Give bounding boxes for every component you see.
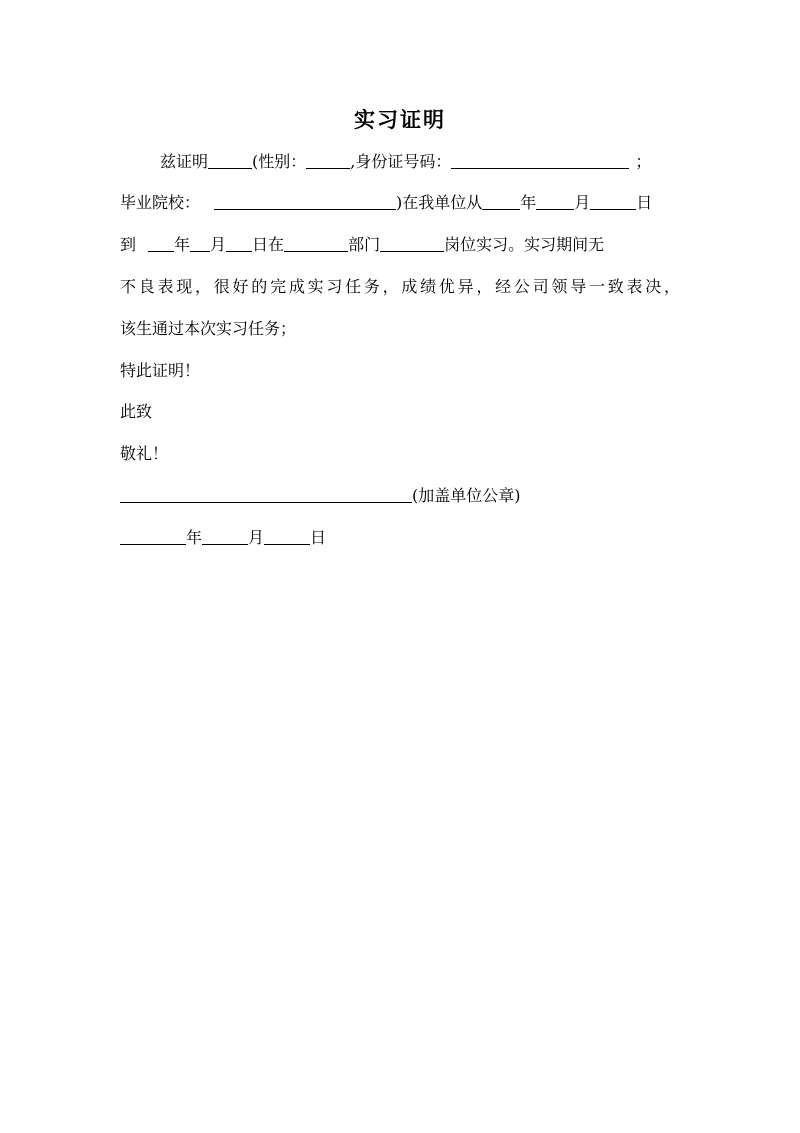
day-at-label: 日在	[252, 235, 285, 254]
from-label: )在我单位从	[396, 193, 483, 212]
certify-line: 特此证明！	[120, 361, 201, 380]
position-tail: 岗位实习。实习期间无	[444, 235, 605, 254]
start-year-label: 年	[520, 193, 537, 212]
date-day-blank[interactable]	[264, 528, 310, 545]
start-month-label: 月	[574, 193, 591, 212]
id-number-blank[interactable]	[451, 152, 629, 169]
school-line	[120, 192, 680, 214]
date-year-label: 年	[186, 528, 203, 547]
to-label: 到	[120, 235, 137, 254]
gender-blank[interactable]	[306, 152, 350, 169]
end-month-blank[interactable]	[190, 235, 210, 252]
department-label: 部门	[348, 235, 381, 254]
regards-line: 敬礼！	[120, 444, 169, 463]
seal-label: (加盖单位公章)	[412, 486, 521, 505]
line1-end: ；	[635, 152, 652, 171]
intro-prefix: 兹证明	[160, 152, 209, 171]
gender-label: (性别：	[252, 152, 307, 171]
seal-blank[interactable]	[120, 486, 412, 503]
date-line	[120, 527, 680, 549]
start-year-blank[interactable]	[482, 193, 520, 210]
start-month-blank[interactable]	[536, 193, 574, 210]
id-label: ,身份证号码：	[350, 152, 452, 171]
salutation-line: 此致	[120, 402, 153, 421]
document-title: 实习证明	[354, 107, 446, 132]
end-year-blank[interactable]	[148, 235, 174, 252]
date-month-blank[interactable]	[202, 528, 248, 545]
end-year-label: 年	[174, 235, 191, 254]
seal-line	[120, 485, 680, 507]
start-day-label: 日	[636, 193, 653, 212]
school-label: 毕业院校：	[120, 193, 201, 212]
end-month-label: 月	[210, 235, 227, 254]
position-blank[interactable]	[380, 235, 444, 252]
date-day-label: 日	[310, 528, 327, 547]
pass-line: 该生通过本次实习任务；	[120, 319, 297, 338]
school-blank[interactable]	[214, 193, 396, 210]
period-line	[120, 234, 680, 256]
department-blank[interactable]	[284, 235, 348, 252]
end-day-blank[interactable]	[226, 235, 252, 252]
date-year-blank[interactable]	[120, 528, 186, 545]
date-month-label: 月	[248, 528, 265, 547]
intro-line	[160, 151, 680, 173]
start-day-blank[interactable]	[590, 193, 636, 210]
name-blank[interactable]	[208, 152, 252, 169]
performance-line: 不良表现，很好的完成实习任务，成绩优异，经公司领导一致表决，	[120, 277, 680, 296]
